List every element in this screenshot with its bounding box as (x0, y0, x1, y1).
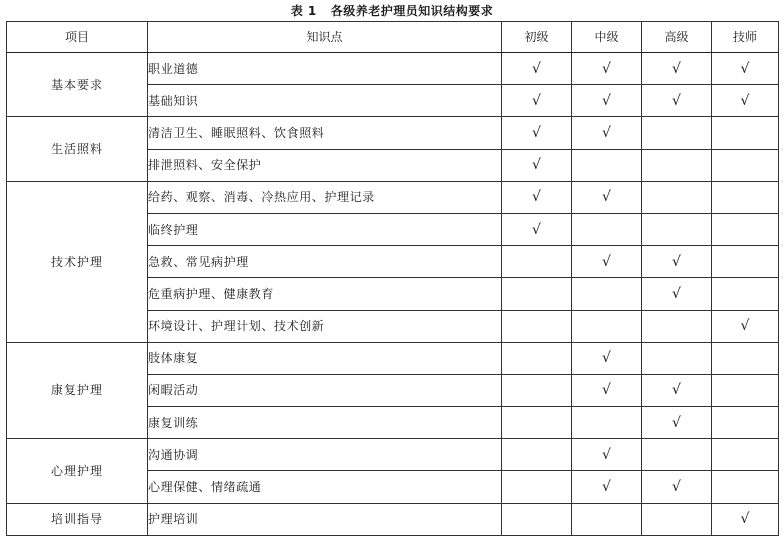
mark-cell-intermediate (572, 342, 642, 374)
check-mark-icon: √ (672, 414, 681, 431)
table-row (7, 439, 779, 471)
mark-cell-senior (642, 374, 712, 406)
mark-cell-junior (502, 374, 572, 406)
mark-cell-technician (712, 149, 779, 181)
mark-cell-intermediate (572, 85, 642, 117)
mark-cell-senior (642, 342, 712, 374)
table-row (7, 117, 779, 149)
mark-cell-junior (502, 310, 572, 342)
mark-cell-technician (712, 246, 779, 278)
mark-cell-senior (642, 85, 712, 117)
mark-cell-intermediate (572, 149, 642, 181)
check-mark-icon: √ (672, 285, 681, 302)
mark-cell-technician (712, 471, 779, 503)
mark-cell-junior (502, 342, 572, 374)
mark-cell-technician (712, 278, 779, 310)
knowledge-point-cell: 闲暇活动 (148, 374, 502, 406)
mark-cell-junior (502, 407, 572, 439)
check-mark-icon: √ (740, 92, 750, 109)
project-cell: 康复护理 (7, 342, 148, 439)
header-row (7, 22, 779, 53)
check-mark-icon: √ (672, 479, 681, 496)
project-cell: 生活照料 (7, 117, 148, 181)
project-cell: 技术护理 (7, 181, 148, 342)
knowledge-point-cell: 职业道德 (148, 53, 502, 85)
project-cell: 心理护理 (7, 439, 148, 503)
mark-cell-technician (712, 53, 779, 85)
table-row (7, 181, 779, 213)
header-project: 项目 (7, 22, 148, 53)
mark-cell-junior (502, 53, 572, 85)
mark-cell-junior (502, 181, 572, 213)
mark-cell-senior (642, 439, 712, 471)
check-mark-icon: √ (532, 92, 541, 109)
check-mark-icon: √ (740, 318, 750, 335)
mark-cell-technician (712, 310, 779, 342)
mark-cell-technician (712, 85, 779, 117)
knowledge-structure-table (6, 21, 779, 536)
knowledge-point-cell: 肢体康复 (148, 342, 502, 374)
mark-cell-senior (642, 278, 712, 310)
knowledge-point-cell: 基础知识 (148, 85, 502, 117)
header-level-technician: 技师 (712, 22, 779, 53)
mark-cell-senior (642, 246, 712, 278)
knowledge-point-cell: 清洁卫生、睡眠照料、饮食照料 (148, 117, 502, 149)
check-mark-icon: √ (740, 511, 750, 528)
mark-cell-intermediate (572, 213, 642, 245)
mark-cell-junior (502, 439, 572, 471)
table-body (7, 53, 779, 536)
check-mark-icon: √ (602, 189, 611, 206)
table-row (7, 53, 779, 85)
check-mark-icon: √ (532, 157, 541, 174)
mark-cell-technician (712, 117, 779, 149)
knowledge-point-cell: 排泄照料、安全保护 (148, 149, 502, 181)
check-mark-icon: √ (672, 92, 681, 109)
check-mark-icon: √ (532, 189, 541, 206)
mark-cell-technician (712, 342, 779, 374)
mark-cell-senior (642, 53, 712, 85)
mark-cell-junior (502, 246, 572, 278)
mark-cell-technician (712, 213, 779, 245)
mark-cell-senior (642, 471, 712, 503)
mark-cell-intermediate (572, 278, 642, 310)
knowledge-point-cell: 急救、常见病护理 (148, 246, 502, 278)
mark-cell-intermediate (572, 246, 642, 278)
mark-cell-junior (502, 471, 572, 503)
check-mark-icon: √ (602, 60, 611, 77)
check-mark-icon: √ (532, 60, 541, 77)
mark-cell-technician (712, 181, 779, 213)
check-mark-icon: √ (672, 60, 681, 77)
table-number: 表 1 (290, 4, 317, 18)
mark-cell-technician (712, 407, 779, 439)
check-mark-icon: √ (602, 124, 611, 141)
check-mark-icon: √ (740, 60, 750, 77)
project-cell: 基本要求 (7, 53, 148, 117)
mark-cell-intermediate (572, 53, 642, 85)
mark-cell-senior (642, 149, 712, 181)
check-mark-icon: √ (602, 382, 611, 399)
project-cell: 培训指导 (7, 503, 148, 535)
mark-cell-technician (712, 439, 779, 471)
knowledge-point-cell: 危重病护理、健康教育 (148, 278, 502, 310)
mark-cell-junior (502, 85, 572, 117)
knowledge-point-cell: 护理培训 (148, 503, 502, 535)
check-mark-icon: √ (602, 350, 611, 367)
mark-cell-senior (642, 310, 712, 342)
mark-cell-intermediate (572, 310, 642, 342)
table-title: 各级养老护理员知识结构要求 (330, 4, 494, 18)
knowledge-point-cell: 沟通协调 (148, 439, 502, 471)
header-level-senior: 高级 (642, 22, 712, 53)
header-level-intermediate: 中级 (572, 22, 642, 53)
mark-cell-intermediate (572, 374, 642, 406)
mark-cell-intermediate (572, 503, 642, 535)
mark-cell-intermediate (572, 439, 642, 471)
header-level-junior: 初级 (502, 22, 572, 53)
knowledge-point-cell: 临终护理 (148, 213, 502, 245)
check-mark-icon: √ (532, 221, 541, 238)
check-mark-icon: √ (602, 92, 611, 109)
header-knowledge: 知识点 (148, 22, 502, 53)
mark-cell-senior (642, 407, 712, 439)
check-mark-icon: √ (602, 253, 611, 270)
knowledge-point-cell: 给药、观察、消毒、冷热应用、护理记录 (148, 181, 502, 213)
knowledge-point-cell: 环境设计、护理计划、技术创新 (148, 310, 502, 342)
check-mark-icon: √ (602, 446, 611, 463)
mark-cell-senior (642, 213, 712, 245)
mark-cell-junior (502, 503, 572, 535)
mark-cell-junior (502, 117, 572, 149)
mark-cell-intermediate (572, 407, 642, 439)
check-mark-icon: √ (672, 382, 681, 399)
check-mark-icon: √ (532, 124, 541, 141)
mark-cell-intermediate (572, 471, 642, 503)
table-row (7, 342, 779, 374)
knowledge-point-cell: 康复训练 (148, 407, 502, 439)
mark-cell-senior (642, 117, 712, 149)
mark-cell-junior (502, 149, 572, 181)
mark-cell-senior (642, 181, 712, 213)
knowledge-point-cell: 心理保健、情绪疏通 (148, 471, 502, 503)
mark-cell-senior (642, 503, 712, 535)
mark-cell-intermediate (572, 181, 642, 213)
table-caption (0, 4, 784, 18)
mark-cell-intermediate (572, 117, 642, 149)
check-mark-icon: √ (672, 253, 681, 270)
mark-cell-junior (502, 278, 572, 310)
mark-cell-technician (712, 503, 779, 535)
mark-cell-technician (712, 374, 779, 406)
mark-cell-junior (502, 213, 572, 245)
check-mark-icon: √ (602, 479, 611, 496)
table-row (7, 503, 779, 535)
